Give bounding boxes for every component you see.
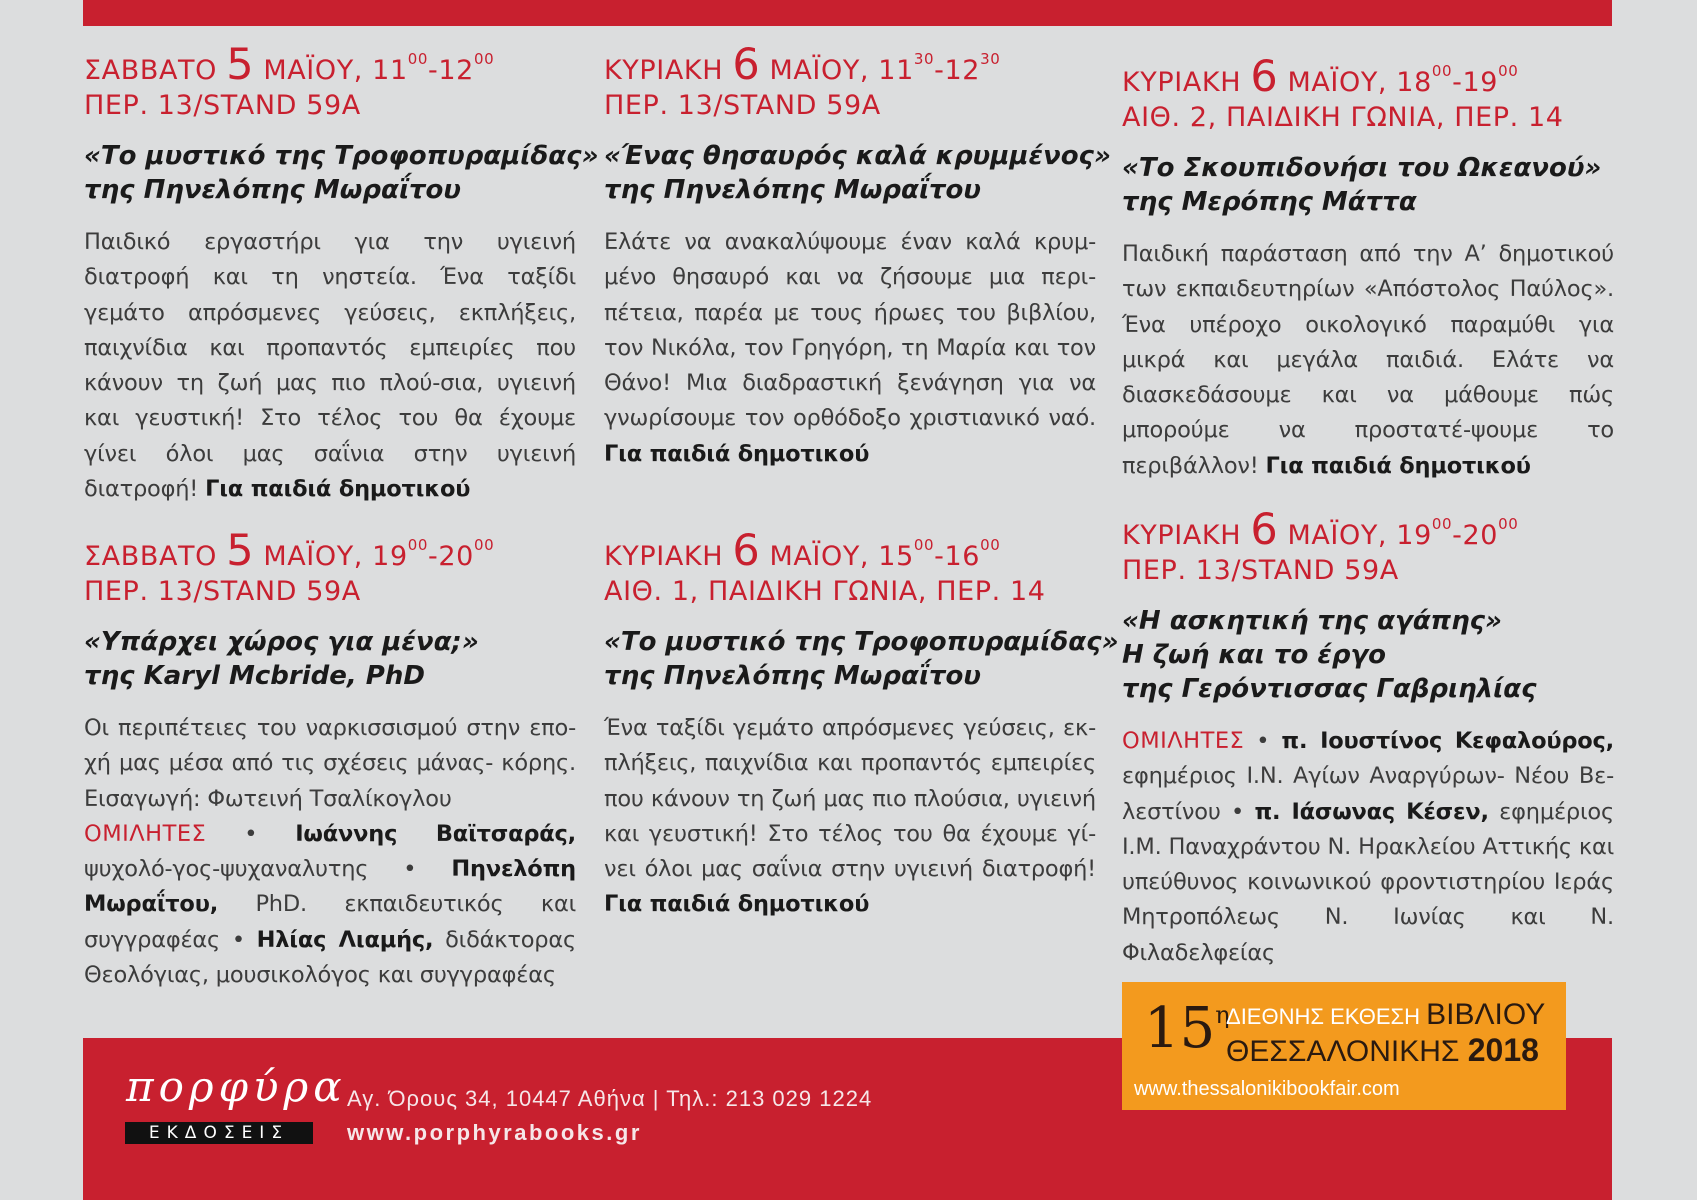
event-card bbox=[84, 40, 599, 507]
event-audience: Για παιδιά δημοτικού bbox=[604, 440, 870, 467]
event-date: ΚΥΡΙΑΚΗ 6 ΜΑΪΟΥ, $19^{00}-20^{00}$ bbox=[1122, 505, 1519, 555]
event-card bbox=[1122, 505, 1614, 971]
publisher-address: Αγ. Όρους 34, 10447 Αθήνα | Τηλ.: 213 029 1224 bbox=[347, 1086, 873, 1111]
fair-website-link[interactable]: www.thessalonikibookfair.com bbox=[1134, 1078, 1400, 1100]
event-title: «Το μυστικό της Τροφοπυραμίδας» της Πηνελόπης Μωραΐτου bbox=[84, 141, 599, 205]
fair-name-line2: ΘΕΣΣΑΛΟΝΙΚΗΣ 2018 bbox=[1226, 1032, 1539, 1068]
speakers-label: ΟΜΙΛΗΤΕΣ bbox=[1122, 728, 1245, 754]
event-location: ΠΕΡ. 13/STAND 59A bbox=[84, 576, 361, 607]
fair-name-line1: ΔΙΕΘΝΗΣ ΕΚΘΕΣΗ ΒΙΒΛΙΟΥ bbox=[1226, 998, 1546, 1031]
event-location: ΑΙΘ. 1, ΠΑΙΔΙΚΗ ΓΩΝΙΑ, ΠΕΡ. 14 bbox=[604, 576, 1046, 607]
event-location: ΠΕΡ. 13/STAND 59A bbox=[1122, 555, 1399, 586]
event-title: «Η ασκητική της αγάπης» Η ζωή και το έργο της Γερόντισσας Γαβριηλίας bbox=[1122, 606, 1537, 704]
event-title: «Το μυστικό της Τροφοπυραμίδας» της Πηνελόπης Μωραΐτου bbox=[604, 627, 1119, 691]
top-accent-bar bbox=[83, 0, 1612, 26]
speaker-name: Ηλίας Λιαμής, bbox=[256, 926, 434, 953]
event-description: Οι περιπέτειες του ναρκισσισμού στην επο-χή μας μέσα από τις σχέσεις μάνας- κόρης. Εισαγωγή: Φωτεινή Τσαλίκογλου ΟΜΙΛΗΤΕΣ • Ιωάννης Βαϊτσαράς, ψυχολό-γος-ψυχαναλυτης • Πηνελόπη Μωραΐτου, PhD. εκπαιδευτικός και συγγραφέας • Ηλίας Λιαμής, διδάκτορας Θεολόγιας, μουσικολόγος και συγγραφέας bbox=[84, 715, 576, 989]
event-description: Παιδική παράσταση από την Α’ δημοτικού των εκπαιδευτηρίων «Απόστολος Παύλος». Ένα υπέροχο οικολογικό παραμύθι για μικρά και μεγάλα παιδιά. Ελάτε να διασκεδάσουμε και να μάθουμε πώς μπορούμε να προστατέ-ψουμε το περιβάλλον! Για παιδιά δημοτικού bbox=[1122, 241, 1614, 479]
speaker-name: π. Ιουστίνος Κεφαλούρος, bbox=[1281, 728, 1614, 754]
speaker-name: Ιωάννης Βαϊτσαράς, bbox=[295, 820, 576, 847]
book-fair-badge bbox=[1122, 982, 1566, 1110]
event-description: Ελάτε να ανακαλύψουμε έναν καλά κρυμ-μένο θησαυρό και να ζήσουμε μια περι-πέτεια, παρέα με τους ήρωες του βιβλίου, τον Νικόλα, τον Γρηγόρη, τη Μαρία και τον Θάνο! Μια διαδραστική ξενάγηση για να γνωρίσουμε τον ορθόδοξο χριστιανικό ναό. Για παιδιά δημοτικού bbox=[604, 229, 1096, 467]
speakers-label: ΟΜΙΛΗΤΕΣ bbox=[84, 820, 207, 847]
event-description: Ένα ταξίδι γεμάτο απρόσμενες γεύσεις, εκ-πλήξεις, παιχνίδια και προπαντός εμπειρίες που κάνουν τη ζωή μας πιο πλούσια, υγιεινή και γευστική! Στο τέλος του θα έχουμε γί-νει όλοι μας σαΐνια στην υγιεινή διατροφή! Για παιδιά δημοτικού bbox=[604, 715, 1096, 918]
event-date: ΣΑΒΒΑΤΟ 5 ΜΑΪΟΥ, $11^{00}-12^{00}$ bbox=[84, 40, 495, 90]
event-date: ΚΥΡΙΑΚΗ 6 ΜΑΪΟΥ, $18^{00}-19^{00}$ bbox=[1122, 52, 1519, 102]
event-date: ΣΑΒΒΑΤΟ 5 ΜΑΪΟΥ, $19^{00}-20^{00}$ bbox=[84, 526, 495, 576]
publisher-website-link[interactable]: www.porphyrabooks.gr bbox=[347, 1120, 642, 1145]
event-card bbox=[604, 40, 1111, 472]
event-title: «Το Σκουπιδονήσι του Ωκεανού» της Μερόπης Μάττα bbox=[1122, 153, 1602, 217]
speaker-name: Πηνελόπη Μωραΐτου, bbox=[84, 856, 576, 918]
event-location: ΠΕΡ. 13/STAND 59A bbox=[604, 90, 881, 121]
event-location: ΑΙΘ. 2, ΠΑΙΔΙΚΗ ΓΩΝΙΑ, ΠΕΡ. 14 bbox=[1122, 102, 1564, 133]
event-location: ΠΕΡ. 13/STAND 59A bbox=[84, 90, 361, 121]
event-card bbox=[84, 526, 576, 993]
event-audience: Για παιδιά δημοτικού bbox=[1265, 452, 1531, 479]
publisher-logo: πορφύρα bbox=[126, 1062, 347, 1111]
speaker-name: π. Ιάσωνας Κέσεν, bbox=[1254, 798, 1489, 825]
event-date: ΚΥΡΙΑΚΗ 6 ΜΑΪΟΥ, $11^{30}-12^{30}$ bbox=[604, 40, 1001, 90]
event-audience: Για παιδιά δημοτικού bbox=[205, 476, 471, 503]
event-title: «Ένας θησαυρός καλά κρυμμένος» της Πηνελόπης Μωραΐτου bbox=[604, 141, 1111, 205]
event-card bbox=[1122, 52, 1614, 484]
publisher-logo-subtitle: ΕΚΔΟΣΕΙΣ bbox=[125, 1122, 313, 1144]
event-date: ΚΥΡΙΑΚΗ 6 ΜΑΪΟΥ, $15^{00}-16^{00}$ bbox=[604, 526, 1001, 576]
event-card bbox=[604, 526, 1119, 923]
event-description: ΟΜΙΛΗΤΕΣ • π. Ιουστίνος Κεφαλούρος, εφημέριος Ι.Ν. Αγίων Αναργύρων- Νέου Βε-λεστίνου • π. Ιάσωνας Κέσεν, εφημέριος Ι.Μ. Παναχράντου Ν. Ηρακλείου Αττικής και υπεύθυνος κοινωνικού φροντιστηρίου Ιεράς Μητροπόλεως Ν. Ιωνίας και Ν. Φιλαδελφείας bbox=[1122, 728, 1614, 966]
fair-edition-number: $15^\eta$ bbox=[1144, 996, 1230, 1061]
event-title: «Υπάρχει χώρος για μένα;» της Karyl Mcbride, PhD bbox=[84, 627, 479, 691]
event-description: Παιδικό εργαστήρι για την υγιεινή διατροφή και τη νηστεία. Ένα ταξίδι γεμάτο απρόσμενες γεύσεις, εκπλήξεις, παιχνίδια και προπαντός εμπειρίες που κάνουν τη ζωή μας πιο πλού-σια, υγιεινή και γευστική! Στο τέλος του θα έχουμε γίνει όλοι μας σαΐνια στην υγιεινή διατροφή! Για παιδιά δημοτικού bbox=[84, 229, 576, 503]
event-audience: Για παιδιά δημοτικού bbox=[604, 891, 870, 918]
